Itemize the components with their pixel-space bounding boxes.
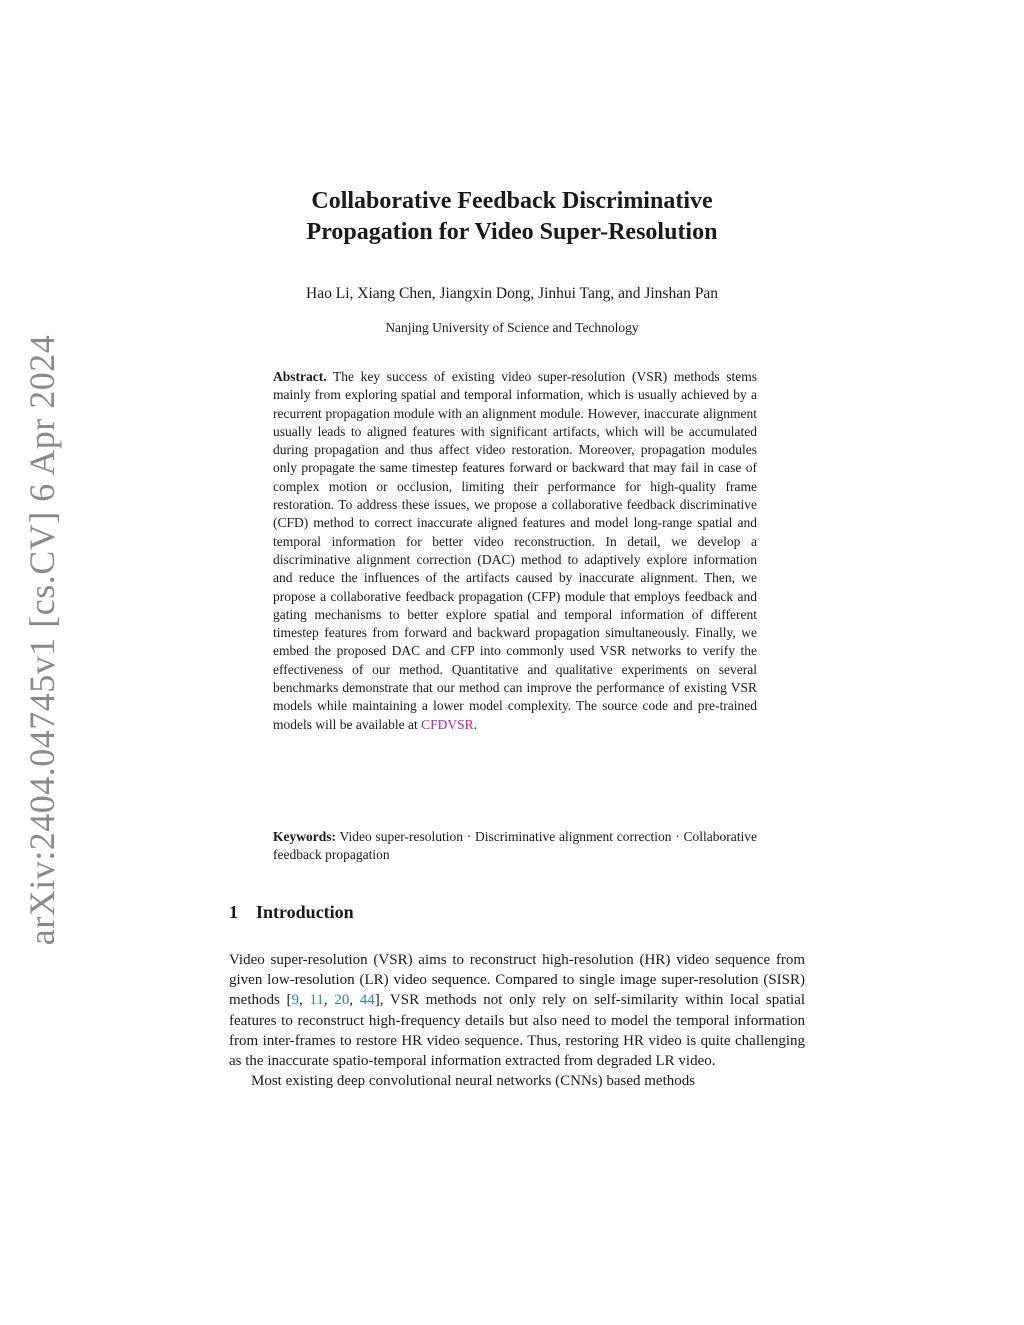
paper-title xyxy=(0,186,1024,248)
citation-link[interactable]: 9 xyxy=(291,992,300,1009)
introduction-body xyxy=(229,950,805,1091)
section-title: Introduction xyxy=(256,902,354,922)
abstract-end: . xyxy=(473,716,477,732)
code-link[interactable]: CFDVSR xyxy=(421,716,474,732)
citation-separator: , xyxy=(323,992,335,1009)
citation-link[interactable]: 44 xyxy=(359,992,375,1009)
affiliation: Nanjing University of Science and Technology xyxy=(385,320,639,335)
citation-separator: , xyxy=(299,992,310,1009)
citation-link[interactable]: 11 xyxy=(309,992,324,1009)
title-line-2: Propagation for Video Super-Resolution xyxy=(306,219,718,245)
author-list: Hao Li, Xiang Chen, Jiangxin Dong, Jinhui Tang, and Jinshan Pan xyxy=(306,285,718,302)
arxiv-identifier-stamp: arXiv:2404.04745v1 [cs.CV] 6 Apr 2024 xyxy=(22,334,62,946)
citation-link[interactable]: 20 xyxy=(334,992,350,1009)
section-number: 1 xyxy=(229,902,238,922)
intro-paragraph-1 xyxy=(229,950,805,1071)
abstract-label: Abstract. xyxy=(273,369,327,384)
citation-separator: , xyxy=(349,992,360,1009)
keywords-label: Keywords: xyxy=(273,829,336,844)
intro-p1-end: ], VSR methods not only rely on self-similarity within local spatial features to reconstruct high-frequency details but also need to model the temporal information from inter-frames to restore HR video sequence. Thus, restoring HR video is quite challenging as the inaccurate spatio-temporal information extracted from degraded LR video. xyxy=(229,992,806,1070)
intro-paragraph-2: Most existing deep convolutional neural networks (CNNs) based methods xyxy=(251,1073,696,1090)
keywords-block xyxy=(273,828,757,865)
abstract-block xyxy=(273,368,757,734)
abstract-text: The key success of existing video super-resolution (VSR) methods stems mainly from exploring spatial and temporal information, which is usually achieved by a recurrent propagation module with an alignment module. However, inaccurate alignment usually leads to aligned features with significant artifacts, which will be accumulated during propagation and thus affect video restoration. Moreover, propagation modules only propagate the same timestep features forward or backward that may fail in case of complex motion or occlusion, limiting their performance for high-quality frame restoration. To address these issues, we propose a collaborative feedback discriminative (CFD) method to correct inaccurate aligned features and model long-range spatial and temporal information for better video reconstruction. In detail, we develop a discriminative alignment correction (DAC) method to adaptively explore information and reduce the influences of the artifacts caused by inaccurate alignment. Then, we propose a collaborative feedback propagation (CFP) module that employs feedback and gating mechanisms to better explore spatial and temporal information of different timestep features from forward and backward propagation simultaneously. Finally, we embed the proposed DAC and CFP into commonly used VSR networks to verify the effectiveness of our method. Quantitative and qualitative experiments on several benchmarks demonstrate that our method can improve the performance of existing VSR models while maintaining a lower model complexity. The source code and pre-trained models will be available at xyxy=(273,369,757,732)
title-line-1: Collaborative Feedback Discriminative xyxy=(311,188,713,214)
intro-p1-start: Video super-resolution (VSR) aims to reconstruct high-resolution (HR) video sequence from given low-resolution (LR) video sequence. Compared to single image super-resolution (SISR) methods [ xyxy=(229,952,805,1009)
keywords-text: Video super-resolution · Discriminative alignment correction · Collaborative feedback propagation xyxy=(273,829,757,863)
section-heading-introduction xyxy=(229,902,354,923)
